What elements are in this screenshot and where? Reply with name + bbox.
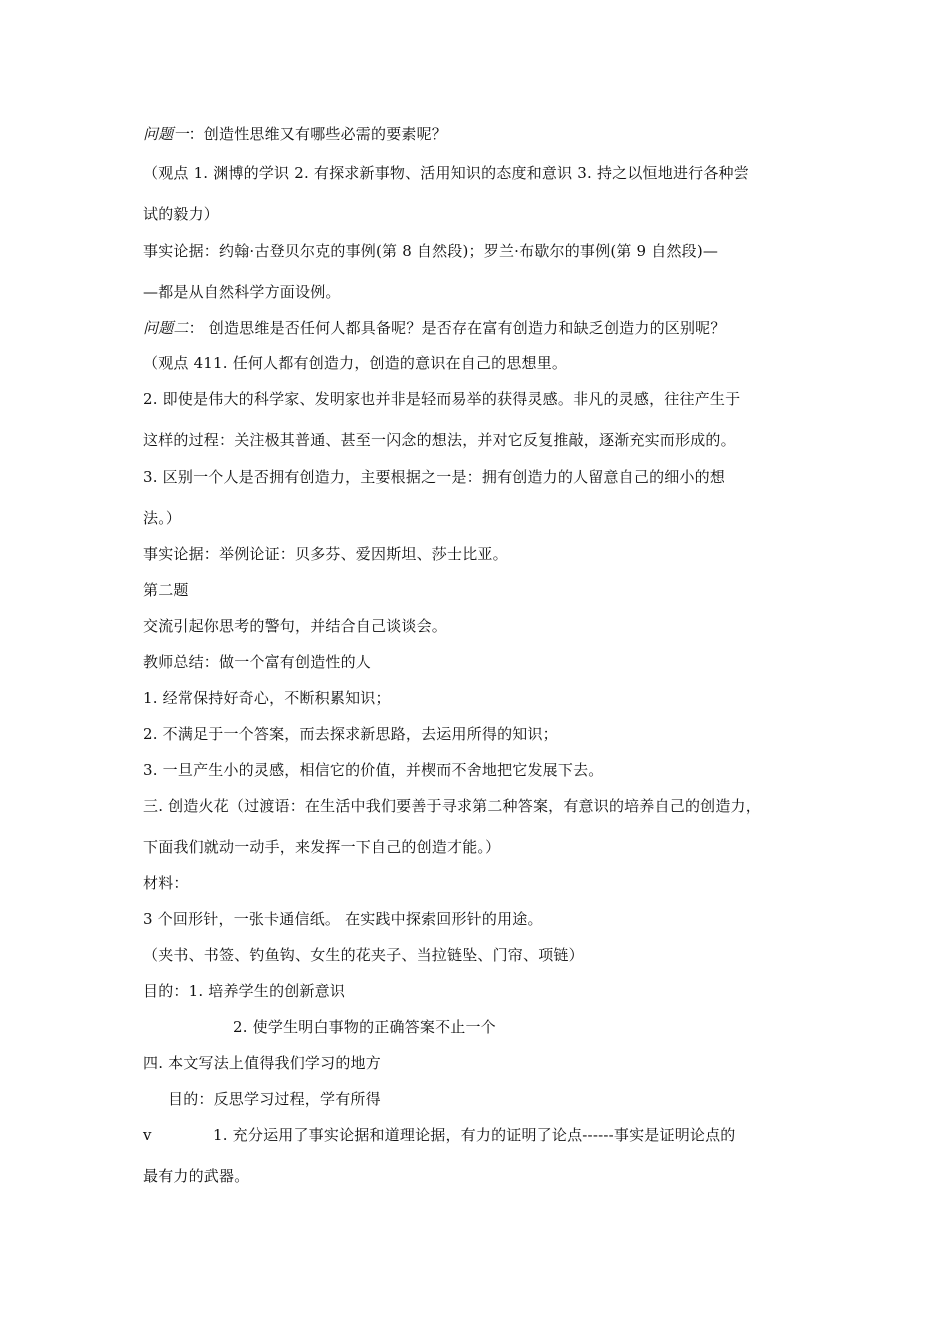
question-two-point-3-cont: 法。） xyxy=(143,509,182,527)
fact-evidence-one: 事实论据：约翰·古登贝尔克的事例(第 8 自然段)；罗兰·布歇尔的事例(第 9 自然段)— xyxy=(143,242,719,260)
fact-evidence-one-cont: —都是从自然科学方面设例。 xyxy=(143,283,341,301)
question-two-text: ： 创造思维是否任何人都具备呢？是否存在富有创造力和缺乏创造力的区别呢？ xyxy=(188,319,726,337)
section-three-line: 三. 创造火花（过渡语：在生活中我们要善于寻求第二种答案，有意识的培养自己的创造力， xyxy=(143,797,761,815)
question-two-point-2: 2. 即使是伟大的科学家、发明家也并非是轻而易举的获得灵感。非凡的灵感，往往产生于 xyxy=(143,390,741,408)
teacher-summary: 教师总结：做一个富有创造性的人 xyxy=(143,653,372,671)
question-one-label: 问题一 xyxy=(143,125,189,143)
section-four-point-1: 1. 充分运用了事实论据和道理论据，有力的证明了论点------事实是证明论点的 xyxy=(213,1126,736,1144)
question-two-line xyxy=(143,318,726,338)
fact-evidence-two: 事实论据：举例论证：贝多芬、爱因斯坦、莎士比亚。 xyxy=(143,545,508,563)
question-one-points-cont: 试的毅力） xyxy=(143,205,220,223)
question-two-label: 问题二 xyxy=(143,319,189,337)
section-four-purpose: 目的：反思学习过程，学有所得 xyxy=(168,1090,381,1108)
question-two-point-3: 3. 区别一个人是否拥有创造力，主要根据之一是：拥有创造力的人留意自己的细小的想 xyxy=(143,468,726,486)
question-two-point-1: （观点 411. 任何人都有创造力，创造的意识在自己的思想里。 xyxy=(143,354,568,372)
materials-label: 材料： xyxy=(143,874,189,892)
purpose-item-1: 目的：1. 培养学生的创新意识 xyxy=(143,982,346,1000)
summary-item-2: 2. 不满足于一个答案，而去探求新思路，去运用所得的知识； xyxy=(143,725,558,743)
section-four-point-1-cont: 最有力的武器。 xyxy=(143,1167,250,1185)
question-one-text: ：创造性思维又有哪些必需的要素呢？ xyxy=(188,125,448,143)
bullet-marker: v xyxy=(143,1126,152,1144)
section-four-title: 四. 本文写法上值得我们学习的地方 xyxy=(143,1054,381,1072)
question-two-point-2-cont: 这样的过程：关注极其普通、甚至一闪念的想法，并对它反复推敲，逐渐充实而形成的。 xyxy=(143,431,736,449)
summary-item-1: 1. 经常保持好奇心，不断积累知识； xyxy=(143,689,391,707)
purpose-item-2: 2. 使学生明白事物的正确答案不止一个 xyxy=(233,1018,496,1036)
section-two-task: 交流引起你思考的警句，并结合自己谈谈会。 xyxy=(143,617,448,635)
section-two-title: 第二题 xyxy=(143,581,189,599)
section-three-line-cont: 下面我们就动一动手，来发挥一下自己的创造才能。） xyxy=(143,838,501,856)
paperclip-uses: （夹书、书签、钓鱼钩、女生的花夹子、当拉链坠、门帘、项链） xyxy=(143,946,584,964)
summary-item-3: 3. 一旦产生小的灵感，相信它的价值，并楔而不舍地把它发展下去。 xyxy=(143,761,604,779)
question-one-points: （观点 1. 渊博的学识 2. 有探求新事物、活用知识的态度和意识 3. 持之以恒地进行各种尝 xyxy=(143,164,749,182)
materials-text: 3 个回形针，一张卡通信纸。 在实践中探索回形针的用途。 xyxy=(143,910,543,928)
question-one-line xyxy=(143,124,447,144)
